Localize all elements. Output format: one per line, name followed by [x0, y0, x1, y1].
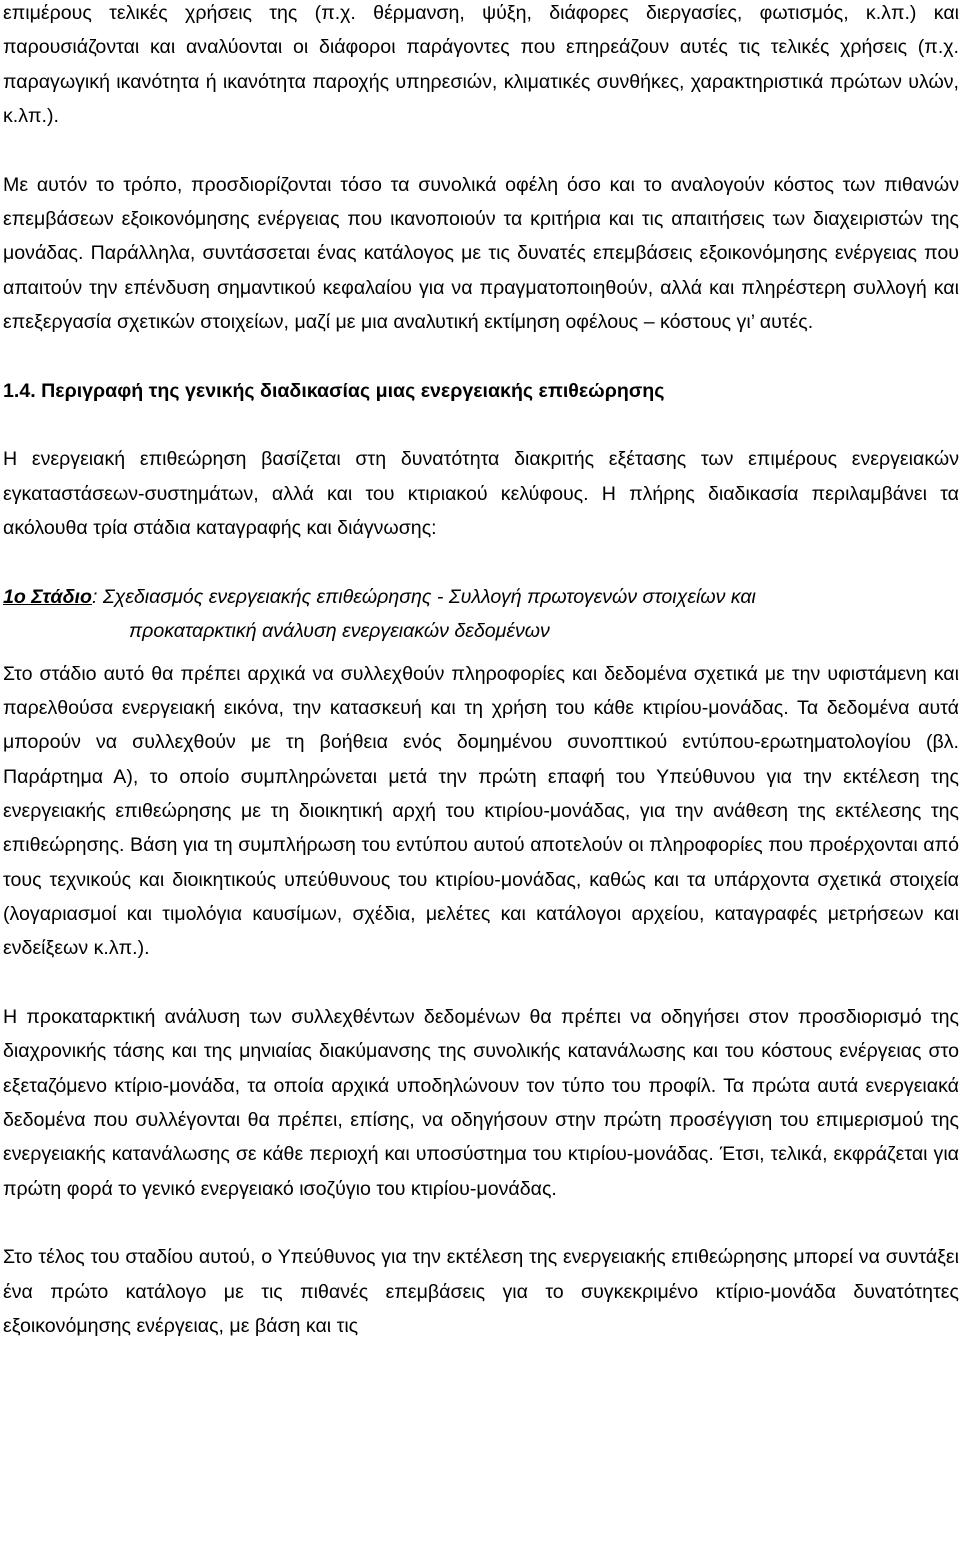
section-heading — [3, 374, 959, 408]
stage-title-line2-row — [3, 614, 959, 648]
stage-title-line2: προκαταρκτική ανάλυση ενεργειακών δεδομένων — [129, 620, 550, 643]
paragraph-spacer — [3, 408, 959, 442]
section-number: 1.4. — [3, 379, 36, 402]
paragraph-spacer — [3, 339, 959, 373]
paragraph-data-collection: Στο στάδιο αυτό θα πρέπει αρχικά να συλλεχθούν πληροφορίες και δεδομένα σχετικά με την υφιστάμενη και παρελθούσα ενεργειακή εικόνα, την κατασκευή και τη χρήση του κάθε κτιρίου-μονάδας. Τα δεδομένα αυτά μπορούν να συλλεχθούν με τη βοήθεια ενός δομημένου συνοπτικού εντύπου-ερωτηματολογίου (βλ. Παράρτημα Α), το οποίο συμπληρώνεται μετά την πρώτη επαφή του Υπεύθυνου για την εκτέλεση της ενεργειακής επιθεώρησης με τη διοικητική αρχή του κτιρίου-μονάδας, για την ανάθεση της εκτέλεσης της επιθεώρησης. Βάση για τη συμπλήρωση του εντύπου αυτού αποτελούν οι πληροφορίες που προέρχονται από τους τεχνικούς και διοικητικούς υπεύθυνους του κτιρίου-μονάδας, καθώς και τα υπάρχοντα σχετικά στοιχεία (λογαριασμοί και τιμολόγια καυσίμων, σχέδια, μελέτες και κατάλογοι αρχείου, καταγραφές μετρήσεων και ενδείξεων κ.λπ.). — [3, 662, 959, 960]
paragraph-spacer — [3, 133, 959, 167]
paragraph-end-uses: επιμέρους τελικές χρήσεις της (π.χ. θέρμανση, ψύξη, διάφορες διεργασίες, φωτισμός, κ.λπ.) και παρουσιάζονται και αναλύονται οι διάφοροι παράγοντες που επηρεάζουν αυτές τις τελικές χρήσεις (π.χ. παραγωγική ικανότητα ή ικανότητα παροχής υπηρεσιών, κλιματικές συνθήκες, χαρακτηριστικά πρώτων υλών, κ.λπ.). — [3, 2, 959, 128]
paragraph-spacer — [3, 649, 959, 657]
paragraph-preliminary-analysis: Η προκαταρκτική ανάλυση των συλλεχθέντων δεδομένων θα πρέπει να οδηγήσει στον προσδιορισμό της διαχρονικής τάσης και της μηνιαίας διακύμανσης της συνολικής κατανάλωσης και του κόστους ενέργειας στο εξεταζόμενο κτίριο-μονάδα, τα οποία αρχικά υποδηλώνουν τον τύπο του προφίλ. Τα πρώτα αυτά ενεργειακά δεδομένα που συλλέγονται θα πρέπει, επίσης, να οδηγήσουν στην πρώτη προσέγγιση του επιμερισμού της ενεργειακής κατανάλωσης σε κάθε περιοχή και υποσύστημα του κτιρίου-μονάδας. Έτσι, τελικά, εκφράζεται για πρώτη φορά το γενικό ενεργειακό ισοζύγιο του κτιρίου-μονάδας. — [3, 1005, 959, 1200]
stage-heading — [3, 580, 959, 614]
paragraph-stage-end: Στο τέλος του σταδίου αυτού, ο Υπεύθυνος για την εκτέλεση της ενεργειακής επιθεώρησης μπορεί να συντάξει ένα πρώτο κατάλογο με τις πιθανές επεμβάσεις για το συγκεκριμένο κτίριο-μονάδα δυνατότητες εξοικονόμησης ενέργειας, με βάση και τις — [3, 1246, 959, 1338]
stage-title-line1: Σχεδιασμός ενεργειακής επιθεώρησης - Συλλογή πρωτογενών στοιχείων και — [97, 585, 756, 608]
paragraph-spacer — [3, 966, 959, 1000]
paragraph-audit-basis: Η ενεργειακή επιθεώρηση βασίζεται στη δυνατότητα διακριτής εξέτασης των επιμέρους ενεργειακών εγκαταστάσεων-συστημάτων, αλλά και του κτιριακού κελύφους. Η πλήρης διαδικασία περιλαμβάνει τα ακόλουθα τρία στάδια καταγραφής και διάγνωσης: — [3, 448, 959, 540]
paragraph-spacer — [3, 546, 959, 580]
stage-separator: : — [91, 585, 98, 608]
section-title: Περιγραφή της γενικής διαδικασίας μιας ενεργειακής επιθεώρησης — [41, 379, 665, 402]
paragraph-spacer — [3, 1206, 959, 1240]
stage-label: 1ο Στάδιο — [3, 585, 92, 608]
document-page — [3, 0, 959, 1343]
paragraph-costs-benefits: Με αυτόν το τρόπο, προσδιορίζονται τόσο τα συνολικά οφέλη όσο και το αναλογούν κόστος των πιθανών επεμβάσεων εξοικονόμησης ενέργειας που ικανοποιούν τα κριτήρια και τις απαιτήσεις των διαχειριστών της μονάδας. Παράλληλα, συντάσσεται ένας κατάλογος με τις δυνατές επεμβάσεις εξοικονόμησης ενέργειας που απαιτούν την επένδυση σημαντικού κεφαλαίου για να πραγματοποιηθούν, αλλά και πληρέστερη συλλογή και επεξεργασία σχετικών στοιχείων, μαζί με μια αναλυτική εκτίμηση οφέλους – κόστους γι’ αυτές. — [3, 173, 959, 334]
